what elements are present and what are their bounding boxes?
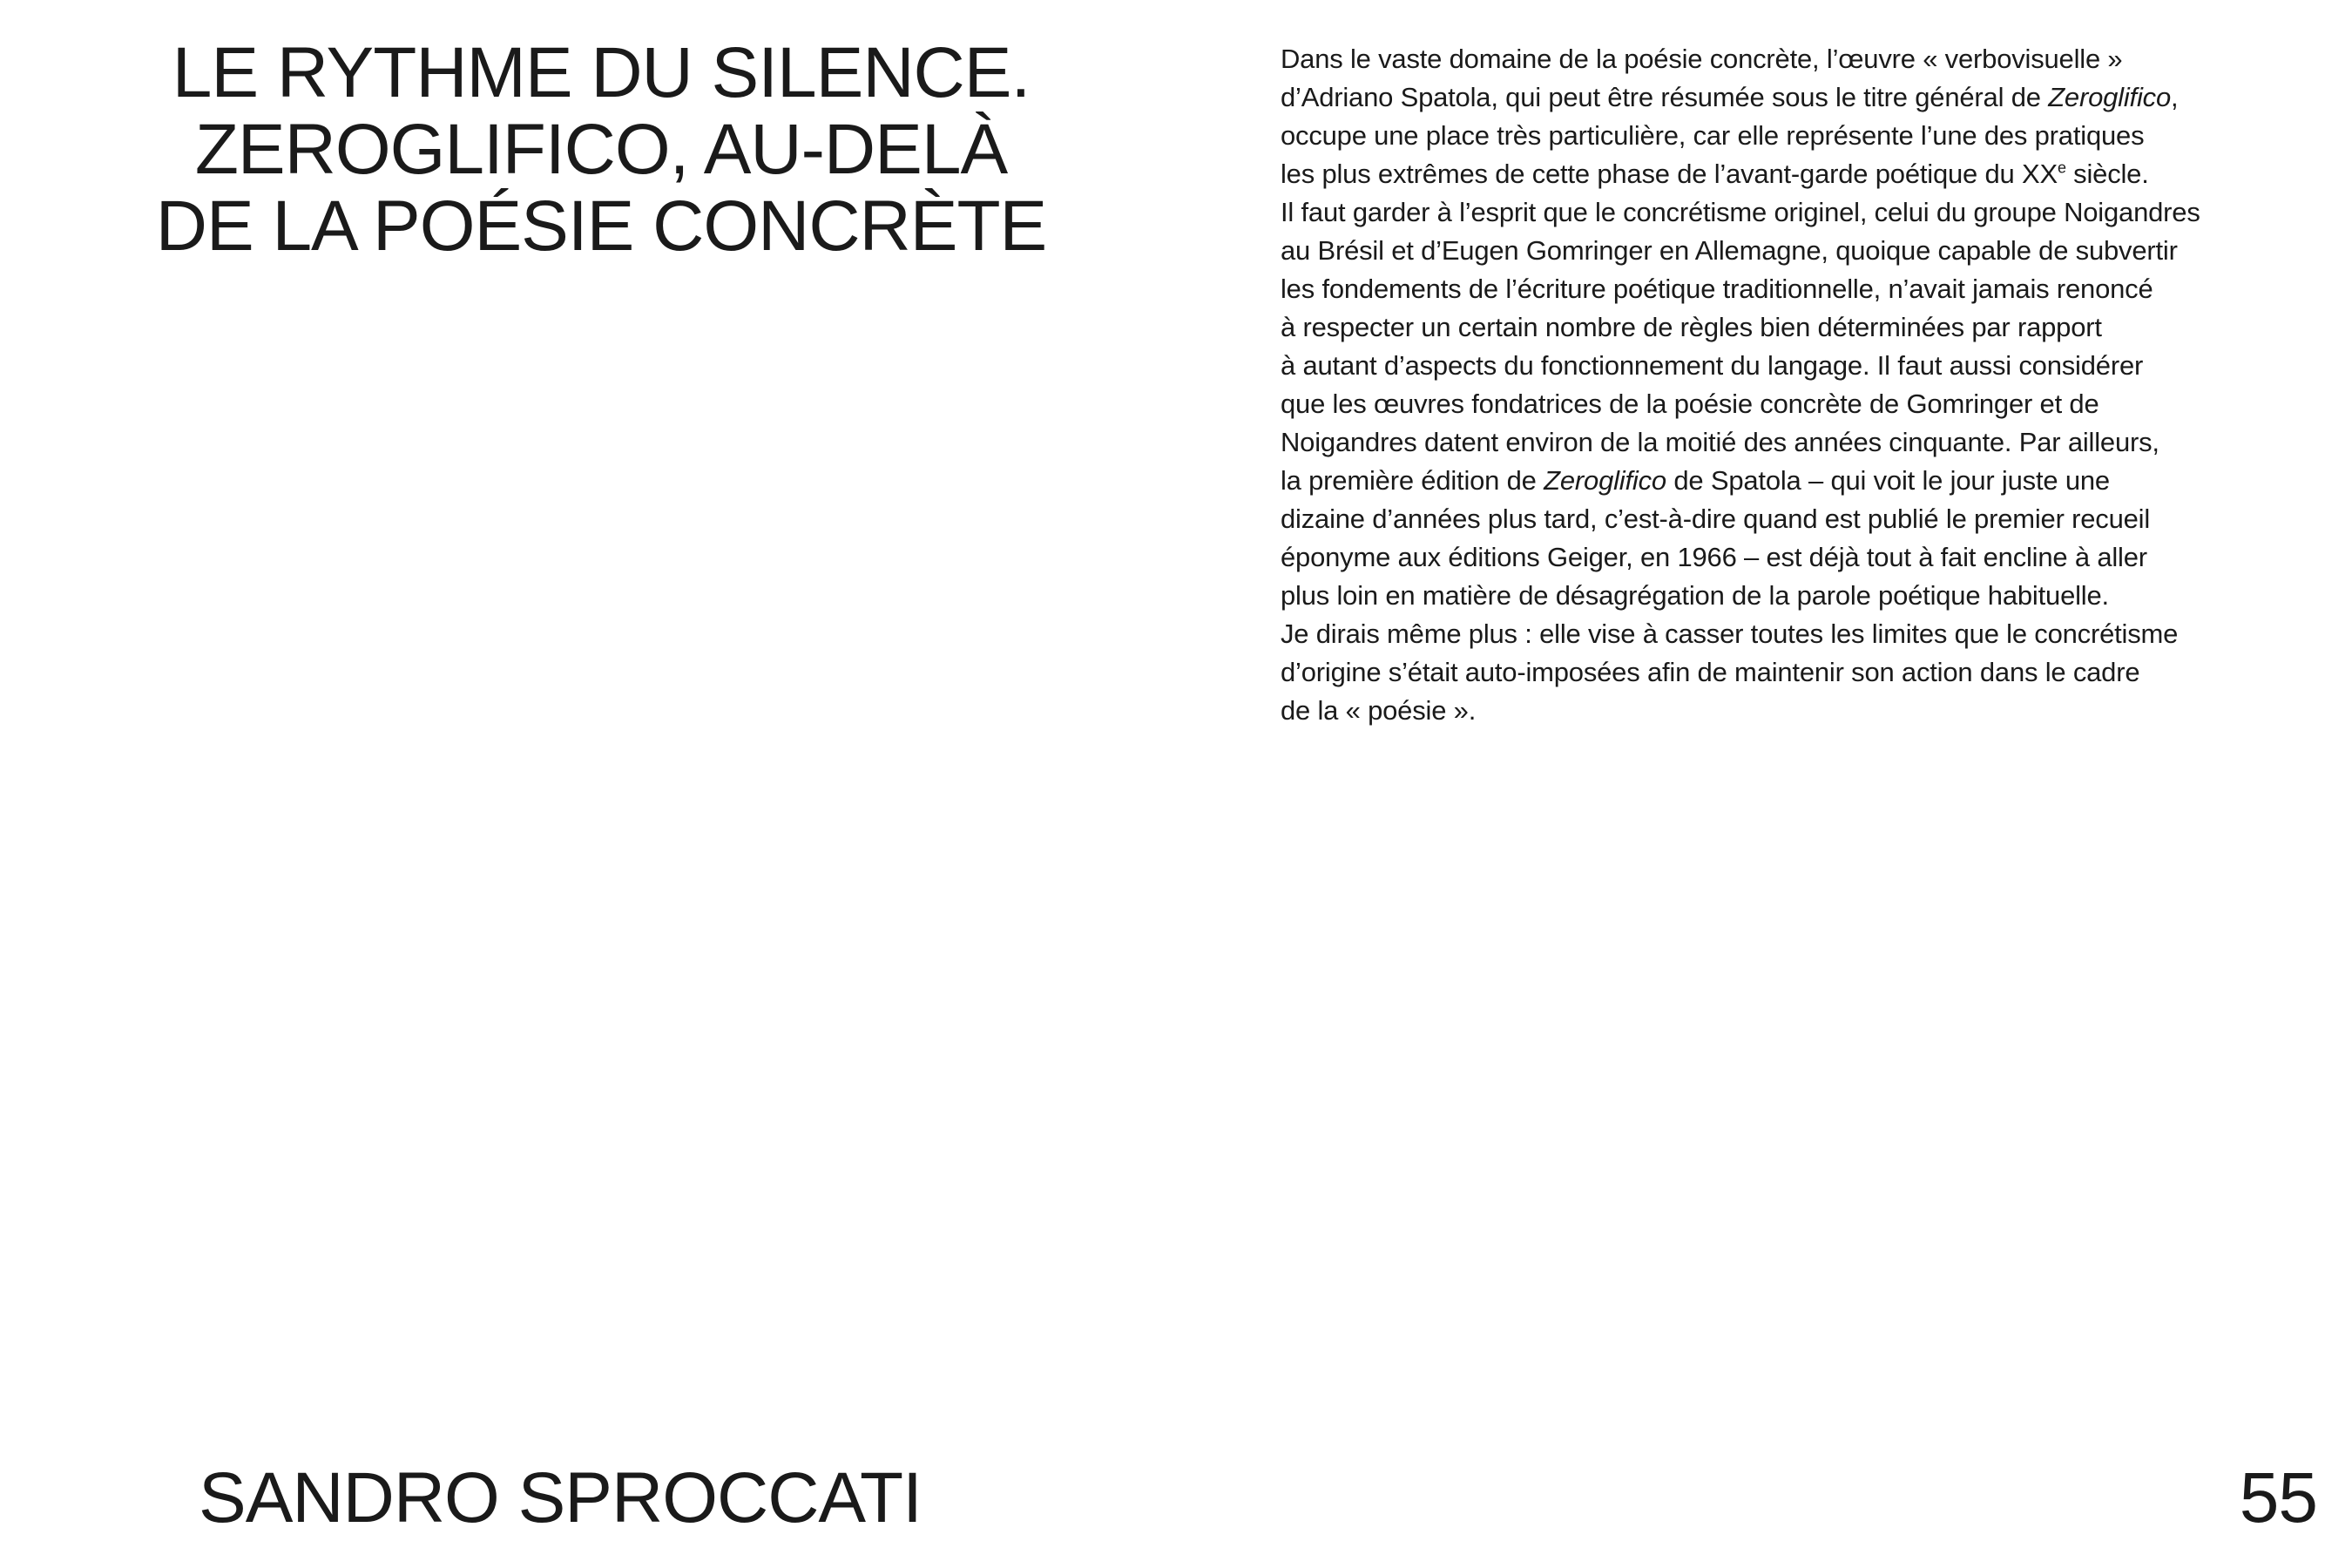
body-line: Noigandres datent environ de la moitié des années cinquante. Par ailleurs, bbox=[1281, 427, 2159, 457]
body-line: plus loin en matière de désagrégation de la parole poétique habituelle. bbox=[1281, 580, 2109, 611]
body-line: Il faut garder à l’esprit que le concrétisme originel, celui du groupe Noigandres bbox=[1281, 197, 2200, 227]
body-line: la première édition de Zeroglifico de Spatola – qui voit le jour juste une bbox=[1281, 465, 2110, 496]
body-line: que les œuvres fondatrices de la poésie concrète de Gomringer et de bbox=[1281, 389, 2099, 419]
body-line: d’Adriano Spatola, qui peut être résumée sous le titre général de Zeroglifico, bbox=[1281, 82, 2179, 112]
title-line: ZEROGLIFICO, AU-DELÀ bbox=[194, 110, 1008, 189]
body-line: Dans le vaste domaine de la poésie concrète, l’œuvre « verbovisuelle » bbox=[1281, 44, 2123, 74]
italic-work-title: Zeroglifico bbox=[2048, 82, 2171, 112]
body-line: de la « poésie ». bbox=[1281, 695, 1477, 726]
body-line: les fondements de l’écriture poétique traditionnelle, n’avait jamais renoncé bbox=[1281, 274, 2153, 304]
italic-work-title: Zeroglifico bbox=[1544, 465, 1666, 496]
title-line: LE RYTHME DU SILENCE. bbox=[172, 33, 1031, 112]
body-line: au Brésil et d’Eugen Gomringer en Allemagne, quoique capable de subvertir bbox=[1281, 235, 2178, 266]
body-line: occupe une place très particulière, car elle représente l’une des pratiques bbox=[1281, 120, 2145, 151]
superscript-e: e bbox=[2057, 159, 2066, 177]
title-line: DE LA POÉSIE CONCRÈTE bbox=[155, 186, 1047, 266]
body-line: éponyme aux éditions Geiger, en 1966 – est déjà tout à fait encline à aller bbox=[1281, 542, 2147, 572]
body-line: dizaine d’années plus tard, c’est-à-dire quand est publié le premier recueil bbox=[1281, 504, 2151, 534]
chapter-title bbox=[87, 35, 1115, 265]
body-line: Je dirais même plus : elle vise à casser toutes les limites que le concrétisme bbox=[1281, 618, 2179, 649]
body-paragraph bbox=[1281, 40, 2300, 730]
body-line: à respecter un certain nombre de règles bien déterminées par rapport bbox=[1281, 312, 2102, 342]
page-number: 55 bbox=[2239, 1458, 2317, 1538]
body-line: d’origine s’était auto-imposées afin de maintenir son action dans le cadre bbox=[1281, 657, 2140, 687]
body-line: à autant d’aspects du fonctionnement du langage. Il faut aussi considérer bbox=[1281, 350, 2144, 381]
author-name: SANDRO SPROCCATI bbox=[199, 1458, 922, 1538]
body-line: les plus extrêmes de cette phase de l’avant-garde poétique du XXe siècle. bbox=[1281, 159, 2149, 189]
